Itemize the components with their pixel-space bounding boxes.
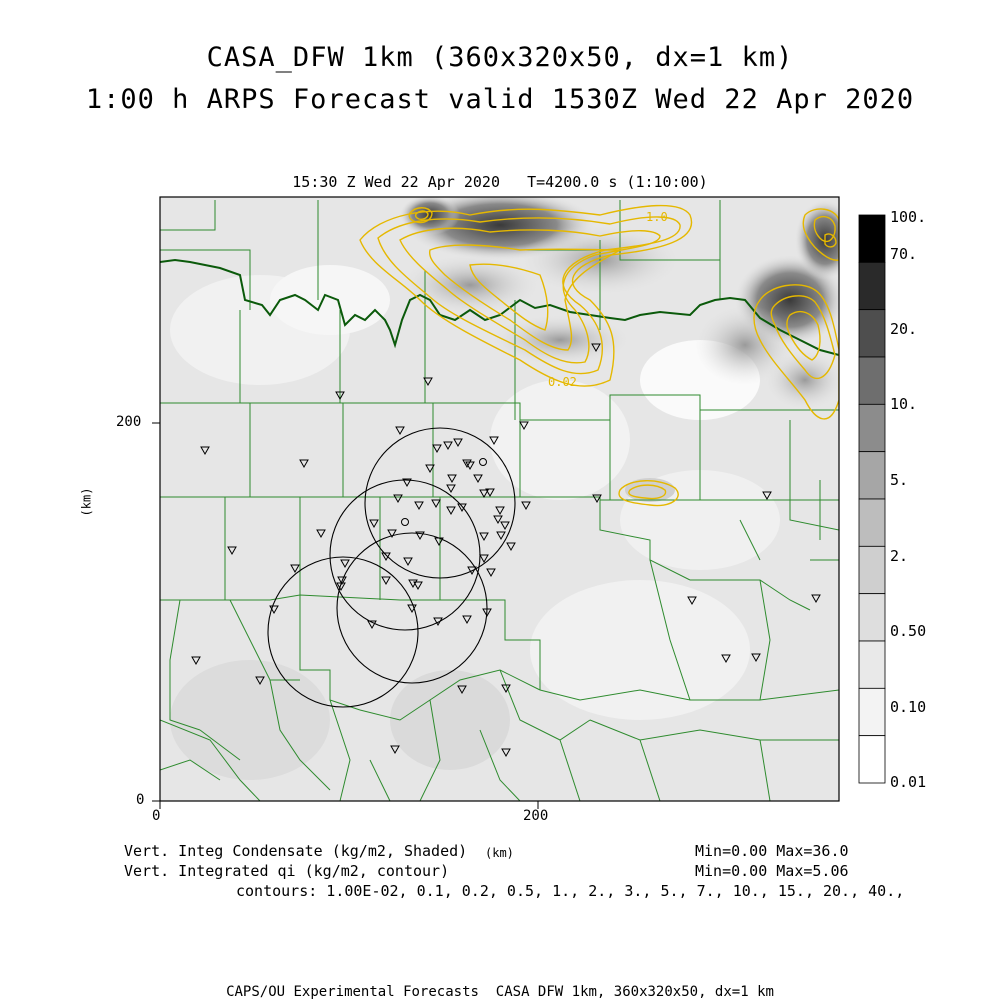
colorbar-label: 70. — [890, 245, 918, 263]
x-tick-0: 0 — [152, 808, 161, 824]
y-axis-label: (km) — [79, 487, 94, 517]
colorbar-swatch — [859, 262, 885, 309]
colorbar-label: 5. — [890, 471, 909, 489]
footer-credit: CAPS/OU Experimental Forecasts CASA DFW 1km, 360x320x50, dx=1 km — [226, 984, 774, 1000]
info-shaded-field: Vert. Integ Condensate (kg/m2, Shaded) — [124, 842, 468, 860]
info-contour-minmax: Min=0.00 Max=5.06 — [695, 862, 849, 880]
colorbar-label: 0.10 — [890, 698, 927, 716]
title-line-2: 1:00 h ARPS Forecast valid 1530Z Wed 22 Apr 2020 — [85, 84, 915, 115]
colorbar-swatch — [859, 688, 885, 735]
x-axis-label: (km) — [485, 846, 514, 860]
y-tick-200: 200 — [116, 414, 142, 430]
colorbar-label: 0.50 — [890, 622, 927, 640]
colorbar-label: 0.01 — [890, 773, 927, 791]
colorbar-swatch — [859, 310, 885, 357]
title-line-1: CASA_DFW 1km (360x320x50, dx=1 km) — [206, 42, 794, 73]
colorbar-label: 10. — [890, 395, 918, 413]
colorbar-swatch — [859, 452, 885, 499]
contour-label: 0.02 — [548, 375, 577, 389]
colorbar-swatch — [859, 357, 885, 404]
x-tick-200: 200 — [523, 808, 549, 824]
colorbar-label: 2. — [890, 547, 909, 565]
colorbar-swatch — [859, 736, 885, 783]
colorbar-label: 20. — [890, 320, 918, 338]
colorbar-label: 100. — [890, 208, 927, 226]
colorbar — [859, 215, 885, 783]
colorbar-swatch — [859, 546, 885, 593]
colorbar-swatch — [859, 404, 885, 451]
plot-subtitle: 15:30 Z Wed 22 Apr 2020 T=4200.0 s (1:10:00) — [292, 173, 708, 191]
y-tick-0: 0 — [136, 792, 145, 808]
info-shaded-minmax: Min=0.00 Max=36.0 — [695, 842, 849, 860]
colorbar-swatch — [859, 594, 885, 641]
colorbar-swatch — [859, 215, 885, 262]
colorbar-swatch — [859, 641, 885, 688]
colorbar-swatch — [859, 499, 885, 546]
info-contour-field: Vert. Integrated qi (kg/m2, contour) — [124, 862, 450, 880]
info-contour-levels: contours: 1.00E-02, 0.1, 0.2, 0.5, 1., 2., 3., 5., 7., 10., 15., 20., 40., — [236, 882, 905, 900]
contour-label: 1.0 — [646, 210, 668, 224]
